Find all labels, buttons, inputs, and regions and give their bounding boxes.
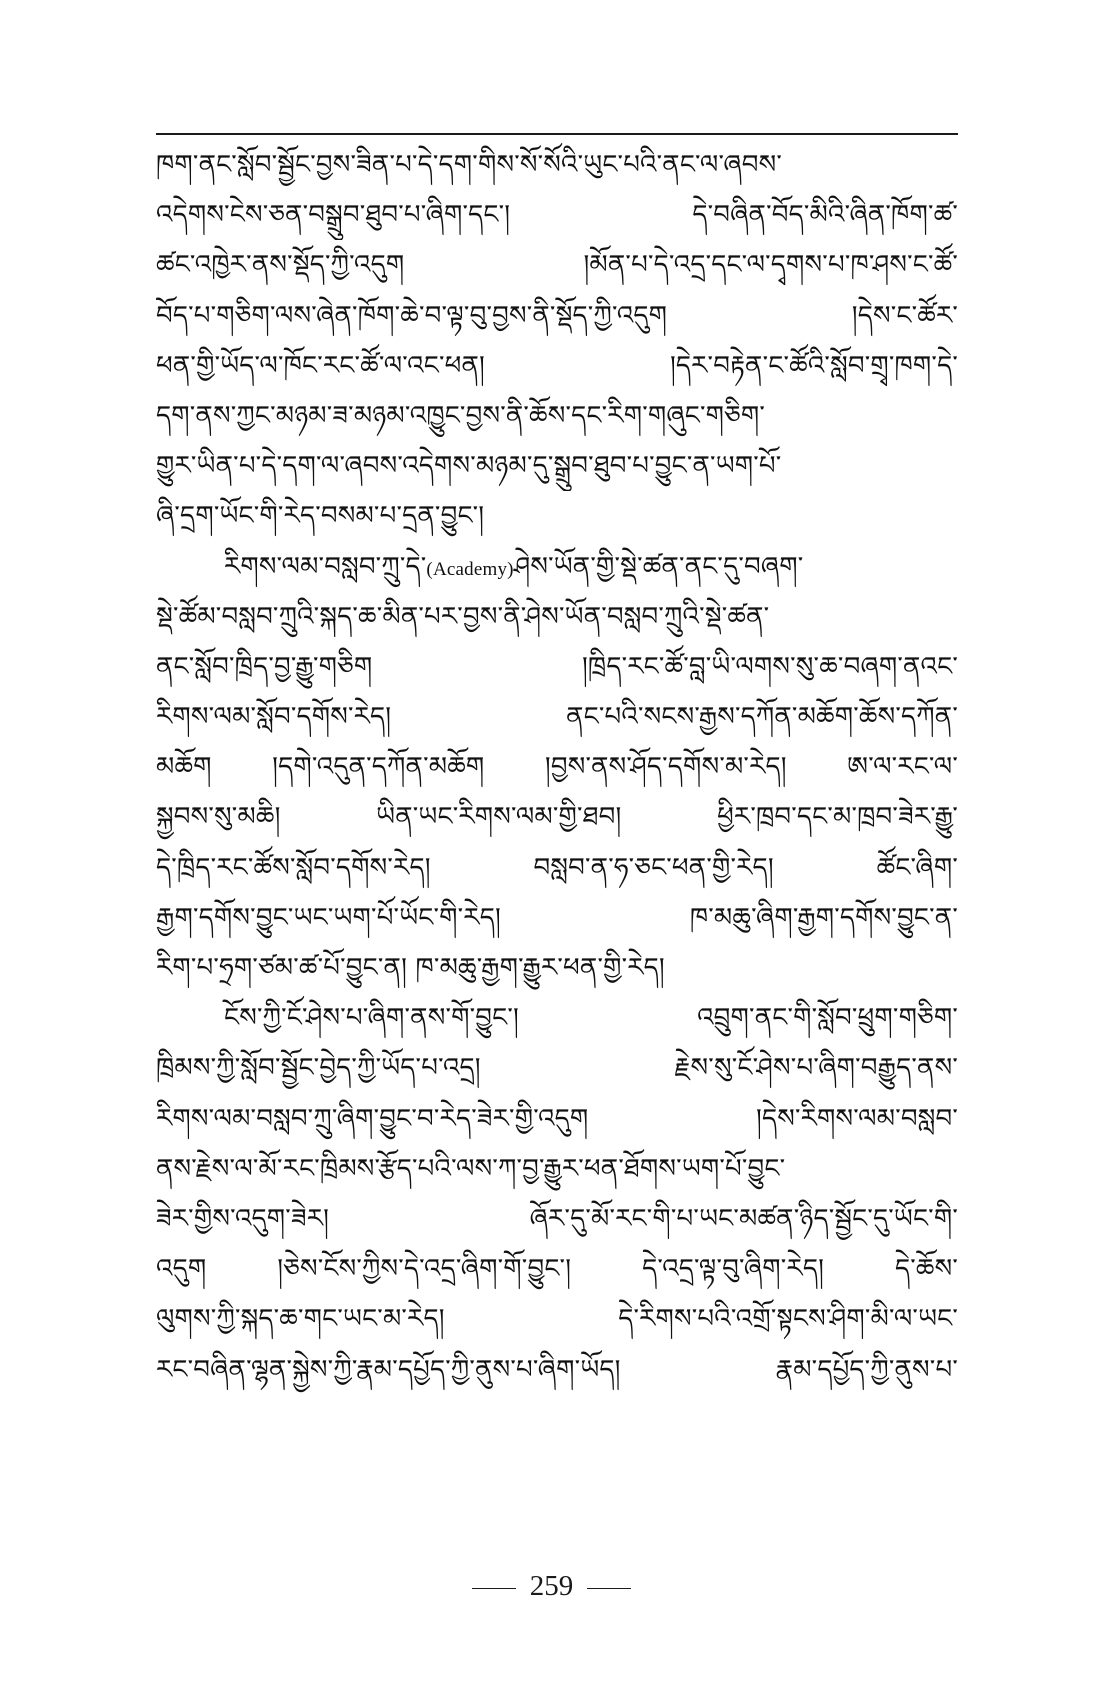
page-number: 259: [529, 1570, 574, 1602]
text-line: བོད་པ་གཅིག་ལས་ཞེན་ཁོག་ཆེ་བ་ལྟ་བུ་བྱས་ནི་སྡོད་ཀྱི་འདུག །དེས་ང་ཚོར་: [156, 300, 958, 331]
text-line: རིག་པ་ཧྲག་ཙམ་ཚ་པོ་བྱུང་ན། ཁ་མཆུ་རྒྱག་རྒྱུར་ཕན་གྱི་རེད།: [156, 953, 665, 983]
page-number-footer: [0, 1570, 1103, 1603]
footer-dash-right: [587, 1588, 631, 1589]
text-line: སྐྱབས་སུ་མཆི། ཡིན་ཡང་རིགས་ལམ་གྱི་ཐབ། ཕྱིར་ཁྲབ་དང་མ་ཁྲབ་ཟེར་རྒྱུ་: [156, 802, 958, 833]
text-line: ཁག་ནང་སློབ་སྦྱོང་བྱས་ཟིན་པ་དེ་དག་གིས་སོ་སོའི་ཡུང་པའི་ནང་ལ་ཞབས་: [156, 150, 783, 180]
footer-dash-left: [472, 1588, 516, 1589]
text-line: ནང་སློབ་ཁྲིད་བྱ་རྒྱུ་གཅིག །ཁྲིད་རང་ཚོ་བླ་ཡི་ལགས་སུ་ཆ་བཞག་ནའང་: [156, 651, 958, 682]
paragraph-start-line: [156, 542, 958, 592]
text-line: འདུག །ཅེས་ངོས་ཀྱིས་དེ་འདྲ་ཞིག་གོ་བྱུང་། དེ་འདྲ་ལྟ་བུ་ཞིག་རེད། དེ་ཆོས་: [156, 1254, 958, 1285]
text-line: ནས་རྗེས་ལ་མོ་རང་ཁྲིམས་རྩོད་པའི་ལས་ཀ་བྱ་རྒྱུར་ཕན་ཐོགས་ཡག་པོ་བྱུང་: [156, 1153, 786, 1184]
paragraph-start-line: ངོས་ཀྱི་ངོ་ཤེས་པ་ཞིག་ནས་གོ་བྱུང་། འབྲུག་ནང་གི་སློབ་ཕྲུག་གཅིག་: [224, 1003, 958, 1034]
text-line: དེ་ཁྲིད་རང་ཚོས་སློབ་དགོས་རེད། བསླབ་ན་ཧ་ཅང་ཕན་གྱི་རེད། ཚོང་ཞིག་: [156, 852, 958, 883]
text-line: སྡེ་ཚོམ་བསླབ་ཀྲུའི་སྐད་ཆ་མིན་པར་བྱས་ནི་ཤེས་ཡོན་བསླབ་ཀྲུའི་སྡེ་ཚན་: [156, 601, 770, 632]
text-line: ཚང་འཁྱེར་ནས་སྡོད་ཀྱི་འདུག །མོན་པ་དེ་འདྲ་དང་ལ་དྭགས་པ་ཁ་ཤས་ང་ཚོ་: [156, 250, 958, 281]
text-line: རྒྱག་དགོས་བྱུང་ཡང་ཡག་པོ་ཡོང་གི་རེད། ཁ་མཆུ་ཞིག་རྒྱག་དགོས་བྱུང་ན་: [156, 902, 958, 933]
text-line: ཞི་དྲག་ཡོང་གི་རེད་བསམ་པ་དྲན་བྱུང་།: [156, 501, 485, 532]
text-line: རིགས་ལམ་བསླབ་ཀྲུ་ཞིག་བྱུང་བ་རེད་ཟེར་གྱི་འདུག །དེས་རིགས་ལམ་བསླབ་: [156, 1103, 958, 1134]
text-segment: ཤེས་ཡོན་གྱི་སྡེ་ཚན་ནང་དུ་བཞག་: [513, 551, 804, 582]
text-segment: རིགས་ལམ་བསླབ་ཀྲུ་དེ་: [224, 551, 427, 582]
text-line: ཕན་གྱི་ཡོད་ལ་ཁོང་རང་ཚོ་ལ་འང་ཕན། །དེར་བརྟེན་ང་ཚོའི་སློབ་གྲྭ་ཁག་དེ་: [156, 350, 958, 381]
body-text: [156, 140, 958, 1395]
latin-term: (Academy): [426, 558, 514, 580]
header-rule: [156, 133, 958, 135]
text-line: རང་བཞིན་ལྷན་སྐྱེས་ཀྱི་རྣམ་དཔྱོད་ཀྱི་ནུས་པ་ཞིག་ཡོད། རྣམ་དཔྱོད་ཀྱི་ནུས་པ་: [156, 1354, 958, 1385]
text-line: གྱུར་ཡིན་པ་དེ་དག་ལ་ཞབས་འདེགས་མཉམ་དུ་སྒྲུབ་ཐུབ་པ་བྱུང་ན་ཡག་པོ་: [156, 451, 782, 482]
text-line: མཆོག །དགེ་འདུན་དཀོན་མཆོག །བྱས་ནས་ཤོད་དགོས་མ་རེད། ཨ་ལ་རང་ལ་: [156, 752, 958, 783]
text-line: དག་ནས་ཀྱང་མཉམ་ཟ་མཉམ་འཁྱུང་བྱས་ནི་ཆོས་དང་རིག་གཞུང་གཅིག་: [156, 400, 766, 431]
text-line: ལུགས་ཀྱི་སྐད་ཆ་གང་ཡང་མ་རེད། དེ་རིགས་པའི་འགྲོ་སྟངས་ཤིག་མི་ལ་ཡང་: [156, 1304, 958, 1335]
text-line: རིགས་ལམ་སློབ་དགོས་རེད། ནང་པའི་སངས་རྒྱས་དཀོན་མཆོག་ཆོས་དཀོན་: [156, 702, 958, 733]
text-line: ཁྲིམས་ཀྱི་སློབ་སྦྱོང་བྱེད་ཀྱི་ཡོད་པ་འདྲ། རྗེས་སུ་ངོ་ཤེས་པ་ཞིག་བརྒྱུད་ནས་: [156, 1053, 958, 1084]
text-line: ཟེར་གྱིས་འདུག་ཟེར། ཞོར་དུ་མོ་རང་གི་པ་ཡང་མཚན་ཉིད་སྦྱོང་དུ་ཡོང་གི་: [156, 1203, 958, 1234]
text-line: འདེགས་ངེས་ཅན་བསྒྲུབ་ཐུབ་པ་ཞིག་དང་། དེ་བཞིན་བོད་མིའི་ཞིན་ཁོག་ཚ་: [156, 200, 958, 231]
